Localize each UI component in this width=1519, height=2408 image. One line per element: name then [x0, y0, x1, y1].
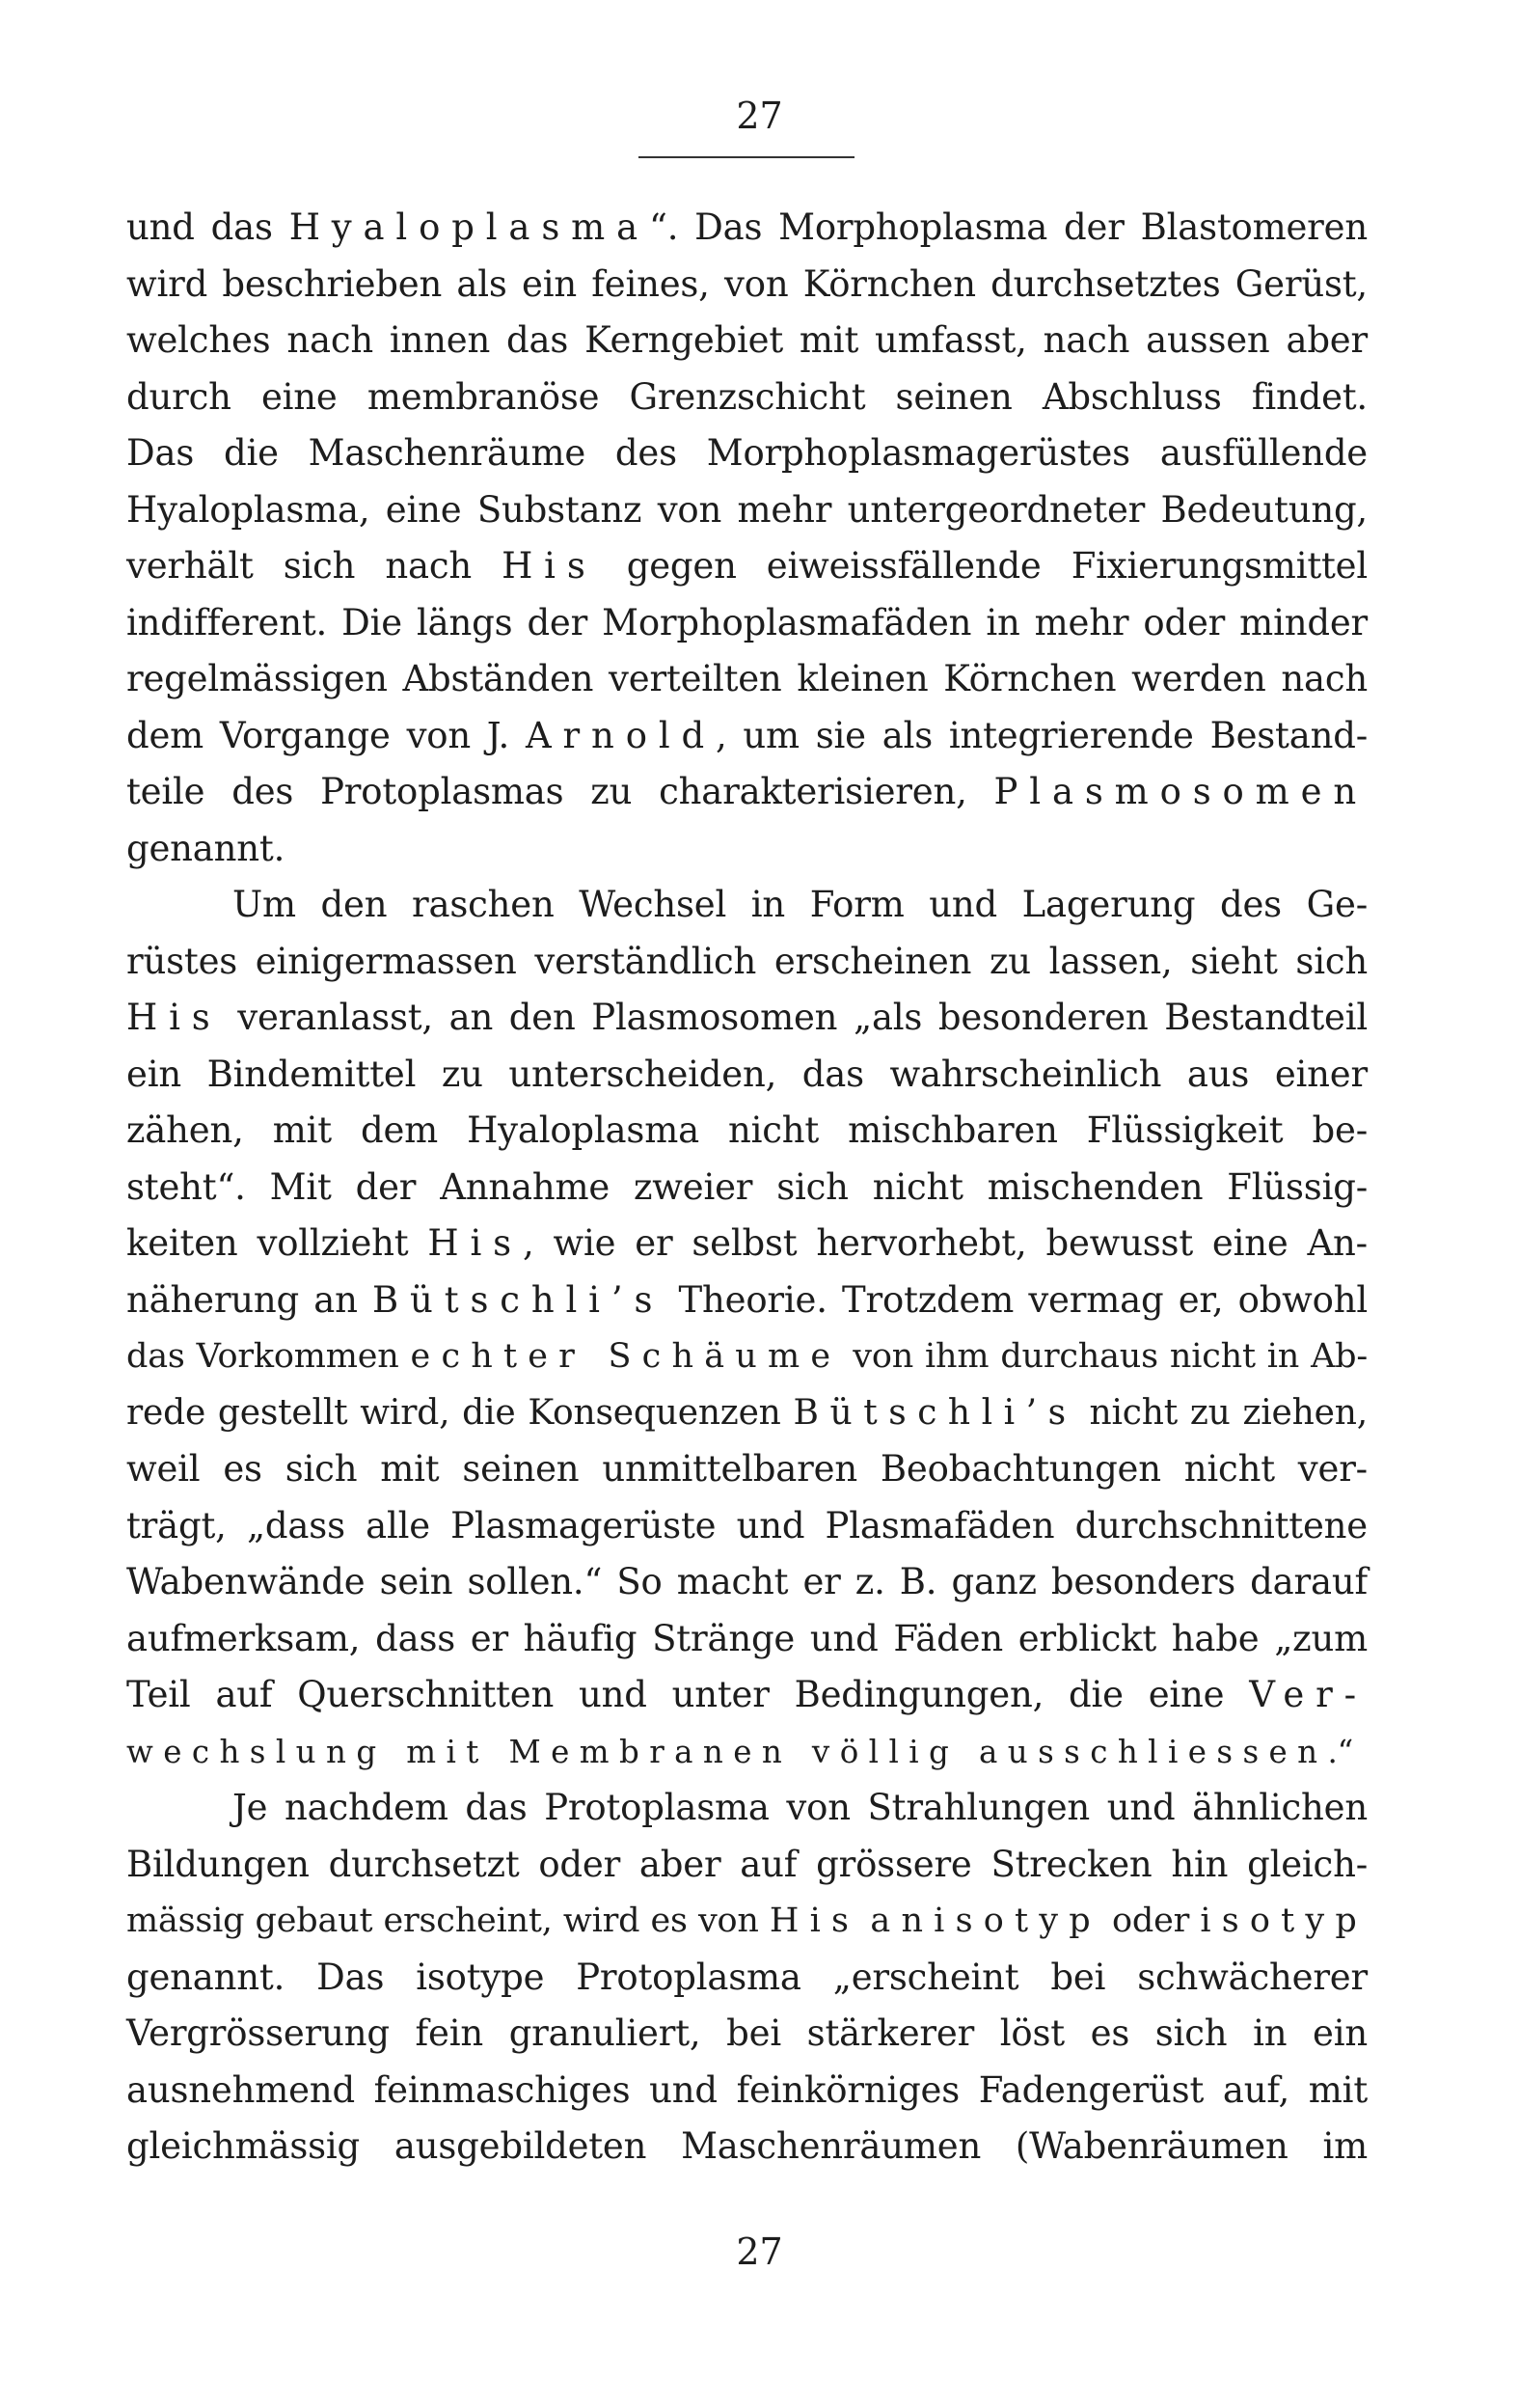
text-line: Das die Maschenräume des Morphoplasmagerüstes ausfüllende [126, 432, 1368, 474]
text-line: teile des Protoplasmas zu charakterisieren, Plasmosomen [126, 771, 1368, 812]
text-line: keiten vollzieht His, wie er selbst hervorhebt, bewusst eine An- [126, 1222, 1368, 1264]
spaced-term: anisotyp [870, 1902, 1101, 1940]
text-line: Vergrösserung fein granuliert, bei stärkerer löst es sich in ein [126, 2012, 1368, 2054]
text-line: Bildungen durchsetzt oder aber auf grössere Strecken hin gleich- [126, 1843, 1368, 1885]
text-line: Wabenwände sein sollen.“ So macht er z. B. ganz besonders darauf [126, 1561, 1368, 1602]
text-line: wechslung mit Membranen völlig ausschliessen.“ [126, 1733, 1354, 1770]
text-line: näherung an Bütschli’s Theorie. Trotzdem vermag er, obwohl [126, 1278, 1368, 1321]
text-line: steht“. Mit der Annahme zweier sich nicht mischenden Flüssig- [126, 1165, 1368, 1208]
text-line: welches nach innen das Kerngebiet mit umfasst, nach aussen aber [126, 319, 1368, 361]
text-line: und das Hyaloplasma“. Das Morphoplasma der Blastomeren [126, 206, 1368, 248]
text-line: His veranlasst, an den Plasmosomen „als besonderen Bestandteil [126, 997, 1368, 1038]
text-line: dem Vorgange von J. Arnold, um sie als integrierende Bestand- [126, 714, 1368, 756]
spaced-term: Hyaloplasma [288, 206, 649, 248]
page-number-bottom: 27 [736, 2230, 783, 2273]
text-line: wird beschrieben als ein feines, von Körnchen durchsetztes Gerüst, [126, 262, 1368, 305]
spaced-term: His [126, 997, 222, 1038]
spaced-term: isotyp [1200, 1902, 1368, 1940]
spaced-term: His [769, 1902, 860, 1940]
text-line: ein Bindemittel zu unterscheiden, das wahrscheinlich aus einer [126, 1053, 1368, 1095]
text-line: rüstes einigermassen verständlich erscheinen zu lassen, sieht sich [126, 940, 1368, 982]
text-line: Je nachdem das Protoplasma von Strahlungen und ähnlichen [232, 1787, 1368, 1828]
text-line: durch eine membranöse Grenzschicht seinen Abschluss findet. [126, 375, 1368, 418]
page-number-top: 27 [736, 95, 783, 137]
text-line: verhält sich nach His gegen eiweissfällende Fixierungsmittel [126, 545, 1368, 587]
text-line: mässig gebaut erscheint, wird es von His anisotyp oder isotyp [126, 1902, 1368, 1940]
text-line: genannt. Das isotype Protoplasma „erscheint bei schwächerer [126, 1956, 1368, 1998]
text-line: trägt, „dass alle Plasmagerüste und Plasmafäden durchschnittene [126, 1504, 1368, 1546]
text-line: Hyaloplasma, eine Substanz von mehr untergeordneter Bedeutung, [126, 488, 1368, 531]
spaced-term: Arnold [525, 714, 717, 756]
text-line: Teil auf Querschnitten und unter Bedingungen, die eine Ver- [126, 1674, 1368, 1715]
text-line: das Vorkommen echter Schäume von ihm durchaus nicht in Ab- [126, 1337, 1368, 1376]
text-line: weil es sich mit seinen unmittelbaren Beobachtungen nicht ver- [126, 1448, 1368, 1490]
text-line: gleichmässig ausgebildeten Maschenräumen (Wabenräumen im [126, 2125, 1368, 2167]
text-line: indifferent. Die längs der Morphoplasmafäden in mehr oder minder [126, 601, 1368, 643]
spaced-term: wechslung mit Membranen völlig ausschliessen [126, 1733, 1328, 1770]
spaced-term: His [427, 1222, 524, 1264]
text-line: ausnehmend feinmaschiges und feinkörniges Fadengerüst auf, mit [126, 2068, 1368, 2111]
header-rule [638, 156, 854, 158]
spaced-term: Plasmosomen [993, 771, 1368, 812]
spaced-term: echter Schäume [410, 1337, 842, 1376]
spaced-term: Bütschli’s [372, 1278, 665, 1321]
text-line: zähen, mit dem Hyaloplasma nicht mischbaren Flüssigkeit be- [126, 1109, 1368, 1151]
text-line: Um den raschen Wechsel in Form und Lagerung des Ge- [232, 884, 1368, 925]
spaced-term: Bütschli’s [793, 1392, 1077, 1433]
text-line: regelmässigen Abständen verteilten kleinen Körnchen werden nach [126, 658, 1368, 699]
text-line: aufmerksam, dass er häufig Stränge und Fäden erblickt habe „zum [126, 1617, 1368, 1659]
spaced-term: His [502, 545, 597, 587]
text-line: genannt. [126, 827, 285, 869]
text-line: rede gestellt wird, die Konsequenzen Bütschli’s nicht zu ziehen, [126, 1392, 1368, 1433]
spaced-term: Ver- [1249, 1674, 1368, 1715]
body-text [126, 200, 1368, 2175]
